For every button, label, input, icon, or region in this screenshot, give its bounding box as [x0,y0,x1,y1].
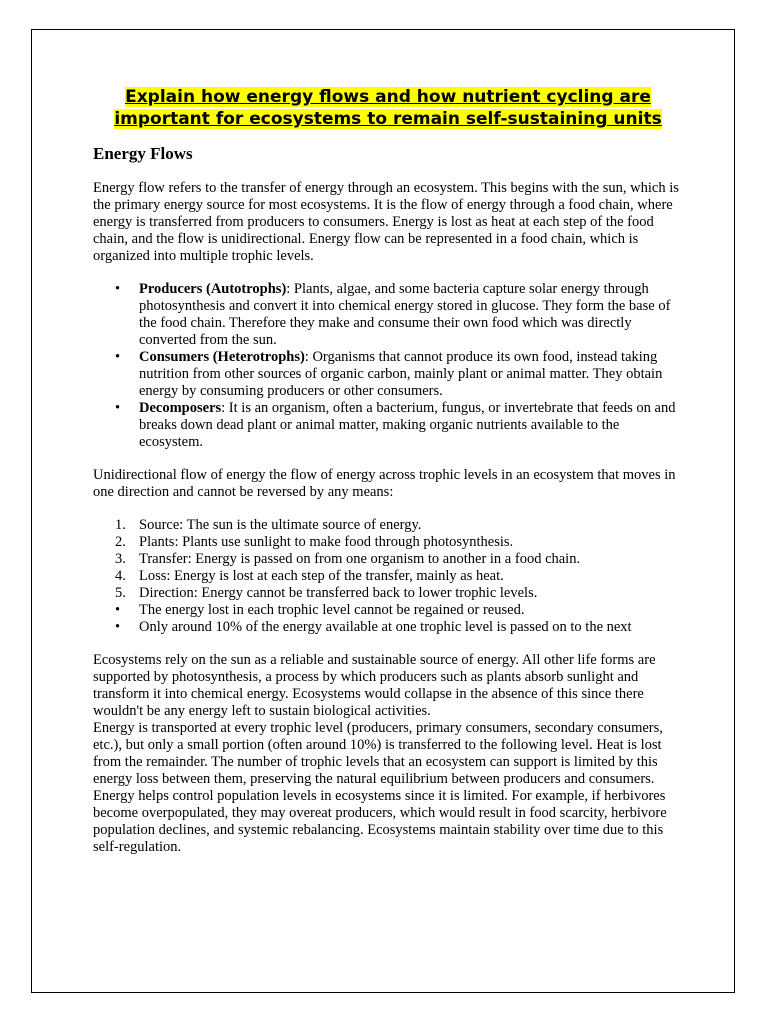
list-item [93,281,683,349]
list-marker: 3. [115,551,126,567]
trophic-roles-list [93,281,683,451]
list-item-text: : It is an organism, often a bacterium, fungus, or invertebrate that feeds on and breaks down dead plant or animal matter, making organic nutrients available to the ecosystem. [139,400,676,450]
title-line-1: Explain how energy flows and how nutrient cycling are [125,87,651,107]
list-marker: 2. [115,534,126,550]
list-marker: 1. [115,517,126,533]
list-item [93,602,683,619]
list-item [93,568,683,585]
body-paragraph: Energy is transported at every trophic level (producers, primary consumers, secondary consumers, etc.), but only a small portion (often around 10%) is transferred to the following level. Heat is lost from the remainder. The number of trophic levels that an ecosystem can support is limited by this energy loss between them, preserving the natural equilibrium between producers and consumers. [93,720,663,787]
list-item [93,551,683,568]
title-line-2: important for ecosystems to remain self-sustaining units [114,109,662,129]
document-title [93,86,683,130]
document-body [93,86,683,856]
list-marker: 4. [115,568,126,584]
list-item-text: Plants: Plants use sunlight to make food through photosynthesis. [139,534,514,550]
body-paragraph: Ecosystems rely on the sun as a reliable and sustainable source of energy. All other life forms are supported by photosynthesis, a process by which producers such as plants absorb sunlight and transform it into chemical energy. Ecosystems would collapse in the absence of this since there wouldn't be any energy left to sustain biological activities. [93,652,656,719]
list-marker: • [115,602,121,618]
list-item-text: : Plants, algae, and some bacteria capture solar energy through photosynthesis and convert it into chemical energy stored in glucose. They form the base of the food chain. Therefore they make and consume their own food which was directly converted from the sun. [139,281,671,348]
list-item-text: Source: The sun is the ultimate source of energy. [139,517,422,533]
energy-flow-steps [93,517,683,636]
unidirectional-paragraph: Unidirectional flow of energy the flow of energy across trophic levels in an ecosystem that moves in one direction and cannot be reversed by any means: [93,467,676,500]
list-marker: • [115,619,121,635]
list-item [93,534,683,551]
list-item-text: Loss: Energy is lost at each step of the transfer, mainly as heat. [139,568,504,584]
list-item [93,619,683,636]
body-paragraph: Energy helps control population levels in ecosystems since it is limited. For example, if herbivores become overpopulated, they may overeat producers, which would result in food scarcity, herbivore population declines, and systemic rebalancing. Ecosystems maintain stability over time due to this self-regulation. [93,788,667,855]
list-marker: 5. [115,585,126,601]
list-item-text: Direction: Energy cannot be transferred back to lower trophic levels. [139,585,538,601]
list-item-text: : Organisms that cannot produce its own food, instead taking nutrition from other sources of organic carbon, mainly plant or animal matter. They obtain energy by consuming producers or other consumers. [139,349,663,399]
list-item [93,517,683,534]
list-item [93,400,683,451]
section-heading: Energy Flows [93,144,193,163]
list-item-term: Consumers (Heterotrophs) [139,349,305,365]
intro-paragraph: Energy flow refers to the transfer of energy through an ecosystem. This begins with the sun, which is the primary energy source for most ecosystems. It is the flow of energy through a food chain, where energy is transferred from producers to consumers. Energy is lost as heat at each step of the food chain, and the flow is unidirectional. Energy flow can be represented in a food chain, which is organized into multiple trophic levels. [93,180,679,264]
list-item-text: Only around 10% of the energy available at one trophic level is passed on to the next [139,619,632,635]
list-item-term: Producers (Autotrophs) [139,281,287,297]
list-item-text: The energy lost in each trophic level cannot be regained or reused. [139,602,525,618]
list-item [93,349,683,400]
list-item-text: Transfer: Energy is passed on from one organism to another in a food chain. [139,551,581,567]
list-item [93,585,683,602]
list-item-term: Decomposers [139,400,222,416]
